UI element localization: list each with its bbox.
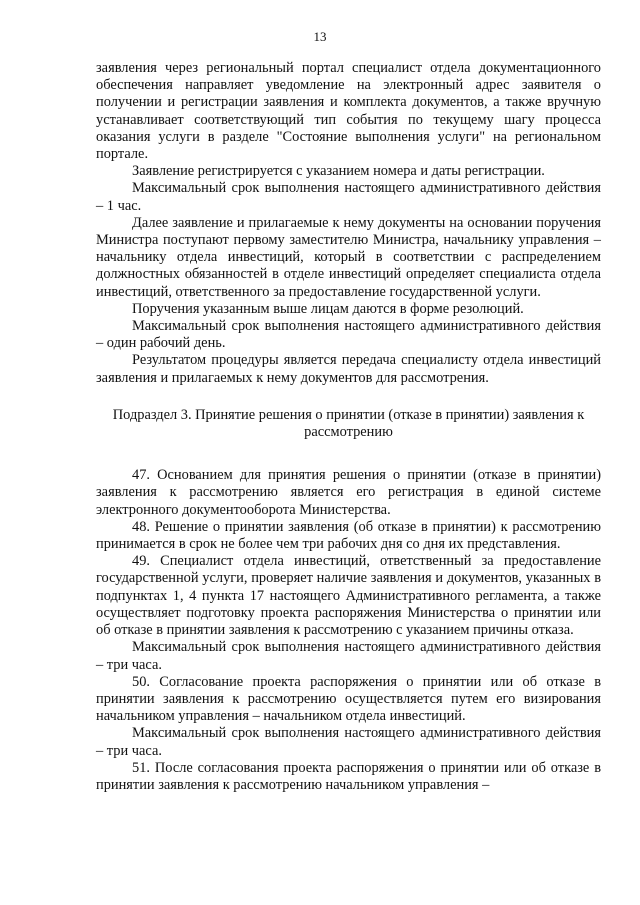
paragraph-max-time-4: Максимальный срок выполнения настоящего административного действия – три часа.	[96, 725, 601, 759]
paragraph-48: 48. Решение о принятии заявления (об отказе в принятии) к рассмотрению принимается в срок не более чем три рабочих дня со дня их представления.	[96, 518, 601, 553]
document-body	[96, 60, 601, 794]
paragraph-continuation: заявления через региональный портал специалист отдела документационного обеспечения направляет уведомление на электронный адрес заявителя о получении и регистрации заявления и комплекта документов, а также вручную устанавливает соответствующий тип события по текущему шагу процесса оказания услуги в разделе "Состояние выполнения услуги" на региональном портале.	[96, 60, 601, 163]
paragraph-50: 50. Согласование проекта распоряжения о принятии или об отказе в принятии заявления к рассмотрению осуществляется путем его визирования начальником управления – начальником отдела инвестиций.	[96, 673, 601, 725]
paragraph-49: 49. Специалист отдела инвестиций, ответственный за предоставление государственной услуги, проверяет наличие заявления и документов, указанных в подпунктах 1, 4 пункта 17 настоящего Административного регламента, а также осуществляет подготовку проекта распоряжения Министерства о принятии или об отказе в принятии заявления к рассмотрению с указанием причины отказа.	[96, 553, 601, 639]
paragraph-max-time-2: Максимальный срок выполнения настоящего административного действия – один рабочий день.	[96, 318, 601, 352]
paragraph-assignment: Далее заявление и прилагаемые к нему документы на основании поручения Министра поступают первому заместителю Министра, начальнику управления – начальнику отдела инвестиций, который в соответствии с распределением должностных обязанностей в отделе инвестиций определяет специалиста отдела инвестиций, ответственного за предоставление государственной услуги.	[96, 214, 601, 300]
paragraph-max-time-1: Максимальный срок выполнения настоящего административного действия – 1 час.	[96, 180, 601, 214]
paragraph-result: Результатом процедуры является передача специалисту отдела инвестиций заявления и прилагаемых к нему документов для рассмотрения.	[96, 352, 601, 386]
page-number: 13	[313, 29, 327, 44]
subsection-heading: Подраздел 3. Принятие решения о принятии (отказе в принятии) заявления к рассмотрению	[112, 406, 585, 441]
paragraph-max-time-3: Максимальный срок выполнения настоящего административного действия – три часа.	[96, 639, 601, 673]
paragraph-resolutions: Поручения указанным выше лицам даются в форме резолюций.	[132, 300, 524, 317]
paragraph-51: 51. После согласования проекта распоряжения о принятии или об отказе в принятии заявления к рассмотрению начальником управления –	[96, 759, 601, 793]
paragraph-registration: Заявление регистрируется с указанием номера и даты регистрации.	[132, 163, 545, 180]
paragraph-47: 47. Основанием для принятия решения о принятии (отказе в принятии) заявления к рассмотрению является его регистрация в единой системе электронного документооборота Министерства.	[96, 467, 601, 518]
